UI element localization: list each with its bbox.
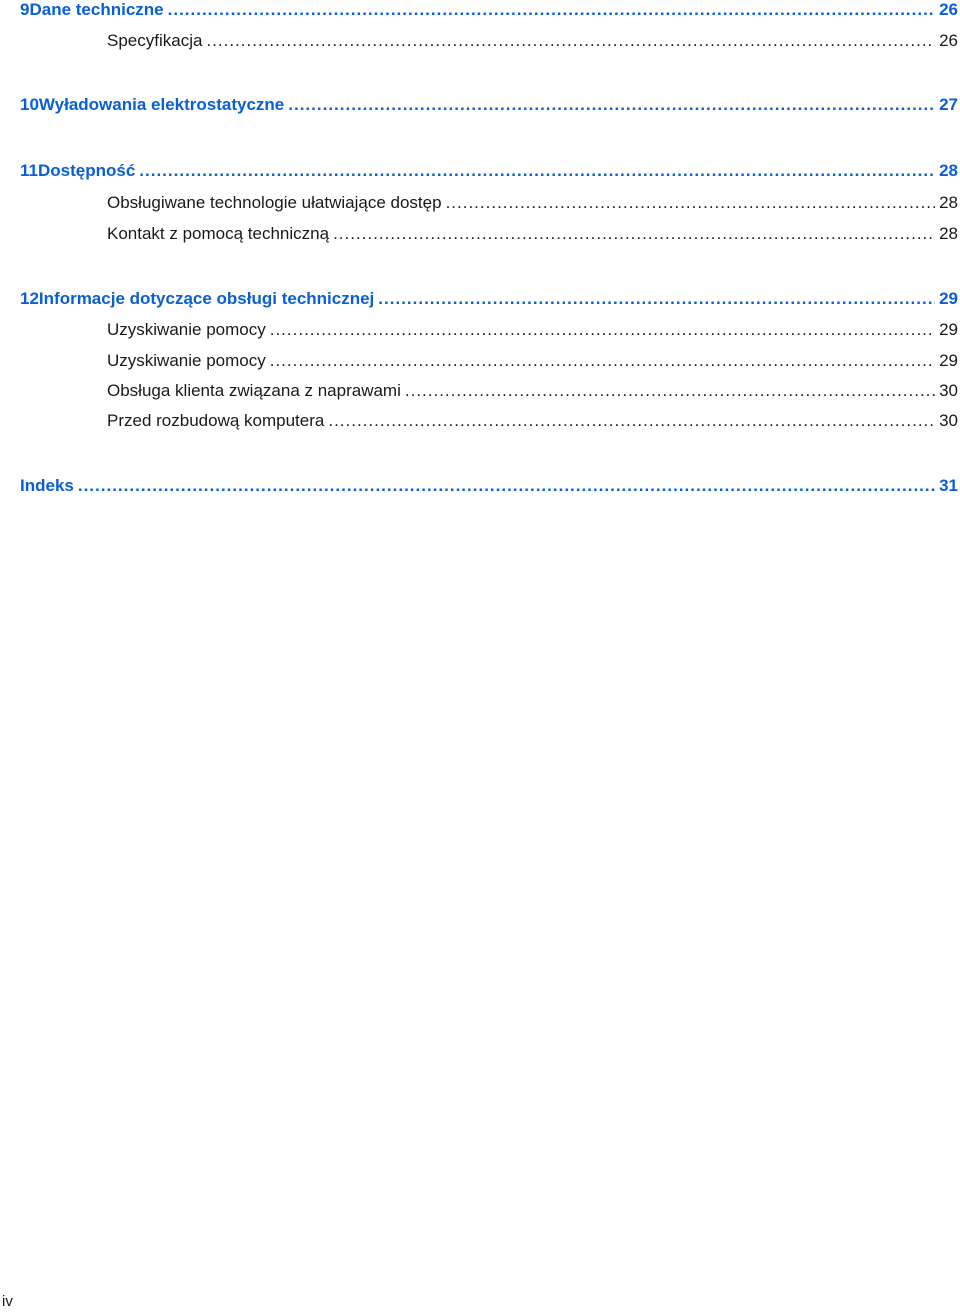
section-title: Uzyskiwanie pomocy (107, 351, 266, 370)
dot-leader (270, 320, 935, 340)
dot-leader (206, 31, 935, 51)
page-number: 29 (939, 289, 958, 308)
chapter-number: 12 (20, 289, 39, 308)
page-number: 27 (939, 95, 958, 114)
chapter-number: 9 (20, 0, 30, 19)
toc-section-przed-rozbudowa[interactable] (107, 411, 958, 435)
dot-leader (446, 193, 936, 213)
section-title: Uzyskiwanie pomocy (107, 320, 266, 339)
page-number: 29 (939, 320, 958, 339)
toc-section-specyfikacja[interactable] (107, 31, 958, 55)
page-number: 28 (939, 224, 958, 243)
dot-leader (78, 476, 935, 496)
index-title: Indeks (20, 476, 74, 495)
page-number: 28 (939, 193, 958, 212)
page-number: 28 (939, 161, 958, 180)
dot-leader (405, 381, 935, 401)
toc-section-technologie[interactable] (107, 193, 958, 217)
dot-leader (270, 351, 935, 371)
toc-index[interactable] (20, 476, 958, 500)
section-title: Obsługa klienta związana z naprawami (107, 381, 401, 400)
section-title: Przed rozbudową komputera (107, 411, 325, 430)
section-title: Specyfikacja (107, 31, 203, 50)
page-number: 26 (939, 0, 958, 19)
section-title: Kontakt z pomocą techniczną (107, 224, 330, 243)
dot-leader (333, 224, 935, 244)
toc-section-uzyskiwanie-pomocy[interactable] (107, 320, 958, 344)
toc-chapter-9[interactable] (20, 0, 958, 24)
page-number: 31 (939, 476, 958, 495)
toc-chapter-11[interactable] (20, 161, 958, 185)
page-number: 26 (939, 31, 958, 50)
dot-leader (168, 0, 935, 20)
page-number: 30 (939, 381, 958, 400)
chapter-title: Dane techniczne (29, 0, 164, 19)
page-number: 29 (939, 351, 958, 370)
dot-leader (328, 411, 935, 431)
chapter-title: Wyładowania elektrostatyczne (38, 95, 285, 114)
toc-section-obsluga-klienta[interactable] (107, 381, 958, 405)
page-folio: iv (2, 1293, 13, 1310)
toc-chapter-12[interactable] (20, 289, 958, 313)
page-number: 30 (939, 411, 958, 430)
dot-leader (378, 289, 935, 309)
toc-section-kontakt[interactable] (107, 224, 958, 248)
chapter-number: 11 (20, 161, 38, 180)
dot-leader (288, 95, 935, 115)
chapter-number: 10 (20, 95, 39, 114)
chapter-title: Dostępność (37, 161, 136, 180)
chapter-title: Informacje dotyczące obsługi technicznej (38, 289, 375, 308)
dot-leader (139, 161, 935, 181)
toc-chapter-10[interactable] (20, 95, 958, 119)
section-title: Obsługiwane technologie ułatwiające dostęp (107, 193, 442, 212)
toc-section-uzyskiwanie-pomocy-2[interactable] (107, 351, 958, 375)
